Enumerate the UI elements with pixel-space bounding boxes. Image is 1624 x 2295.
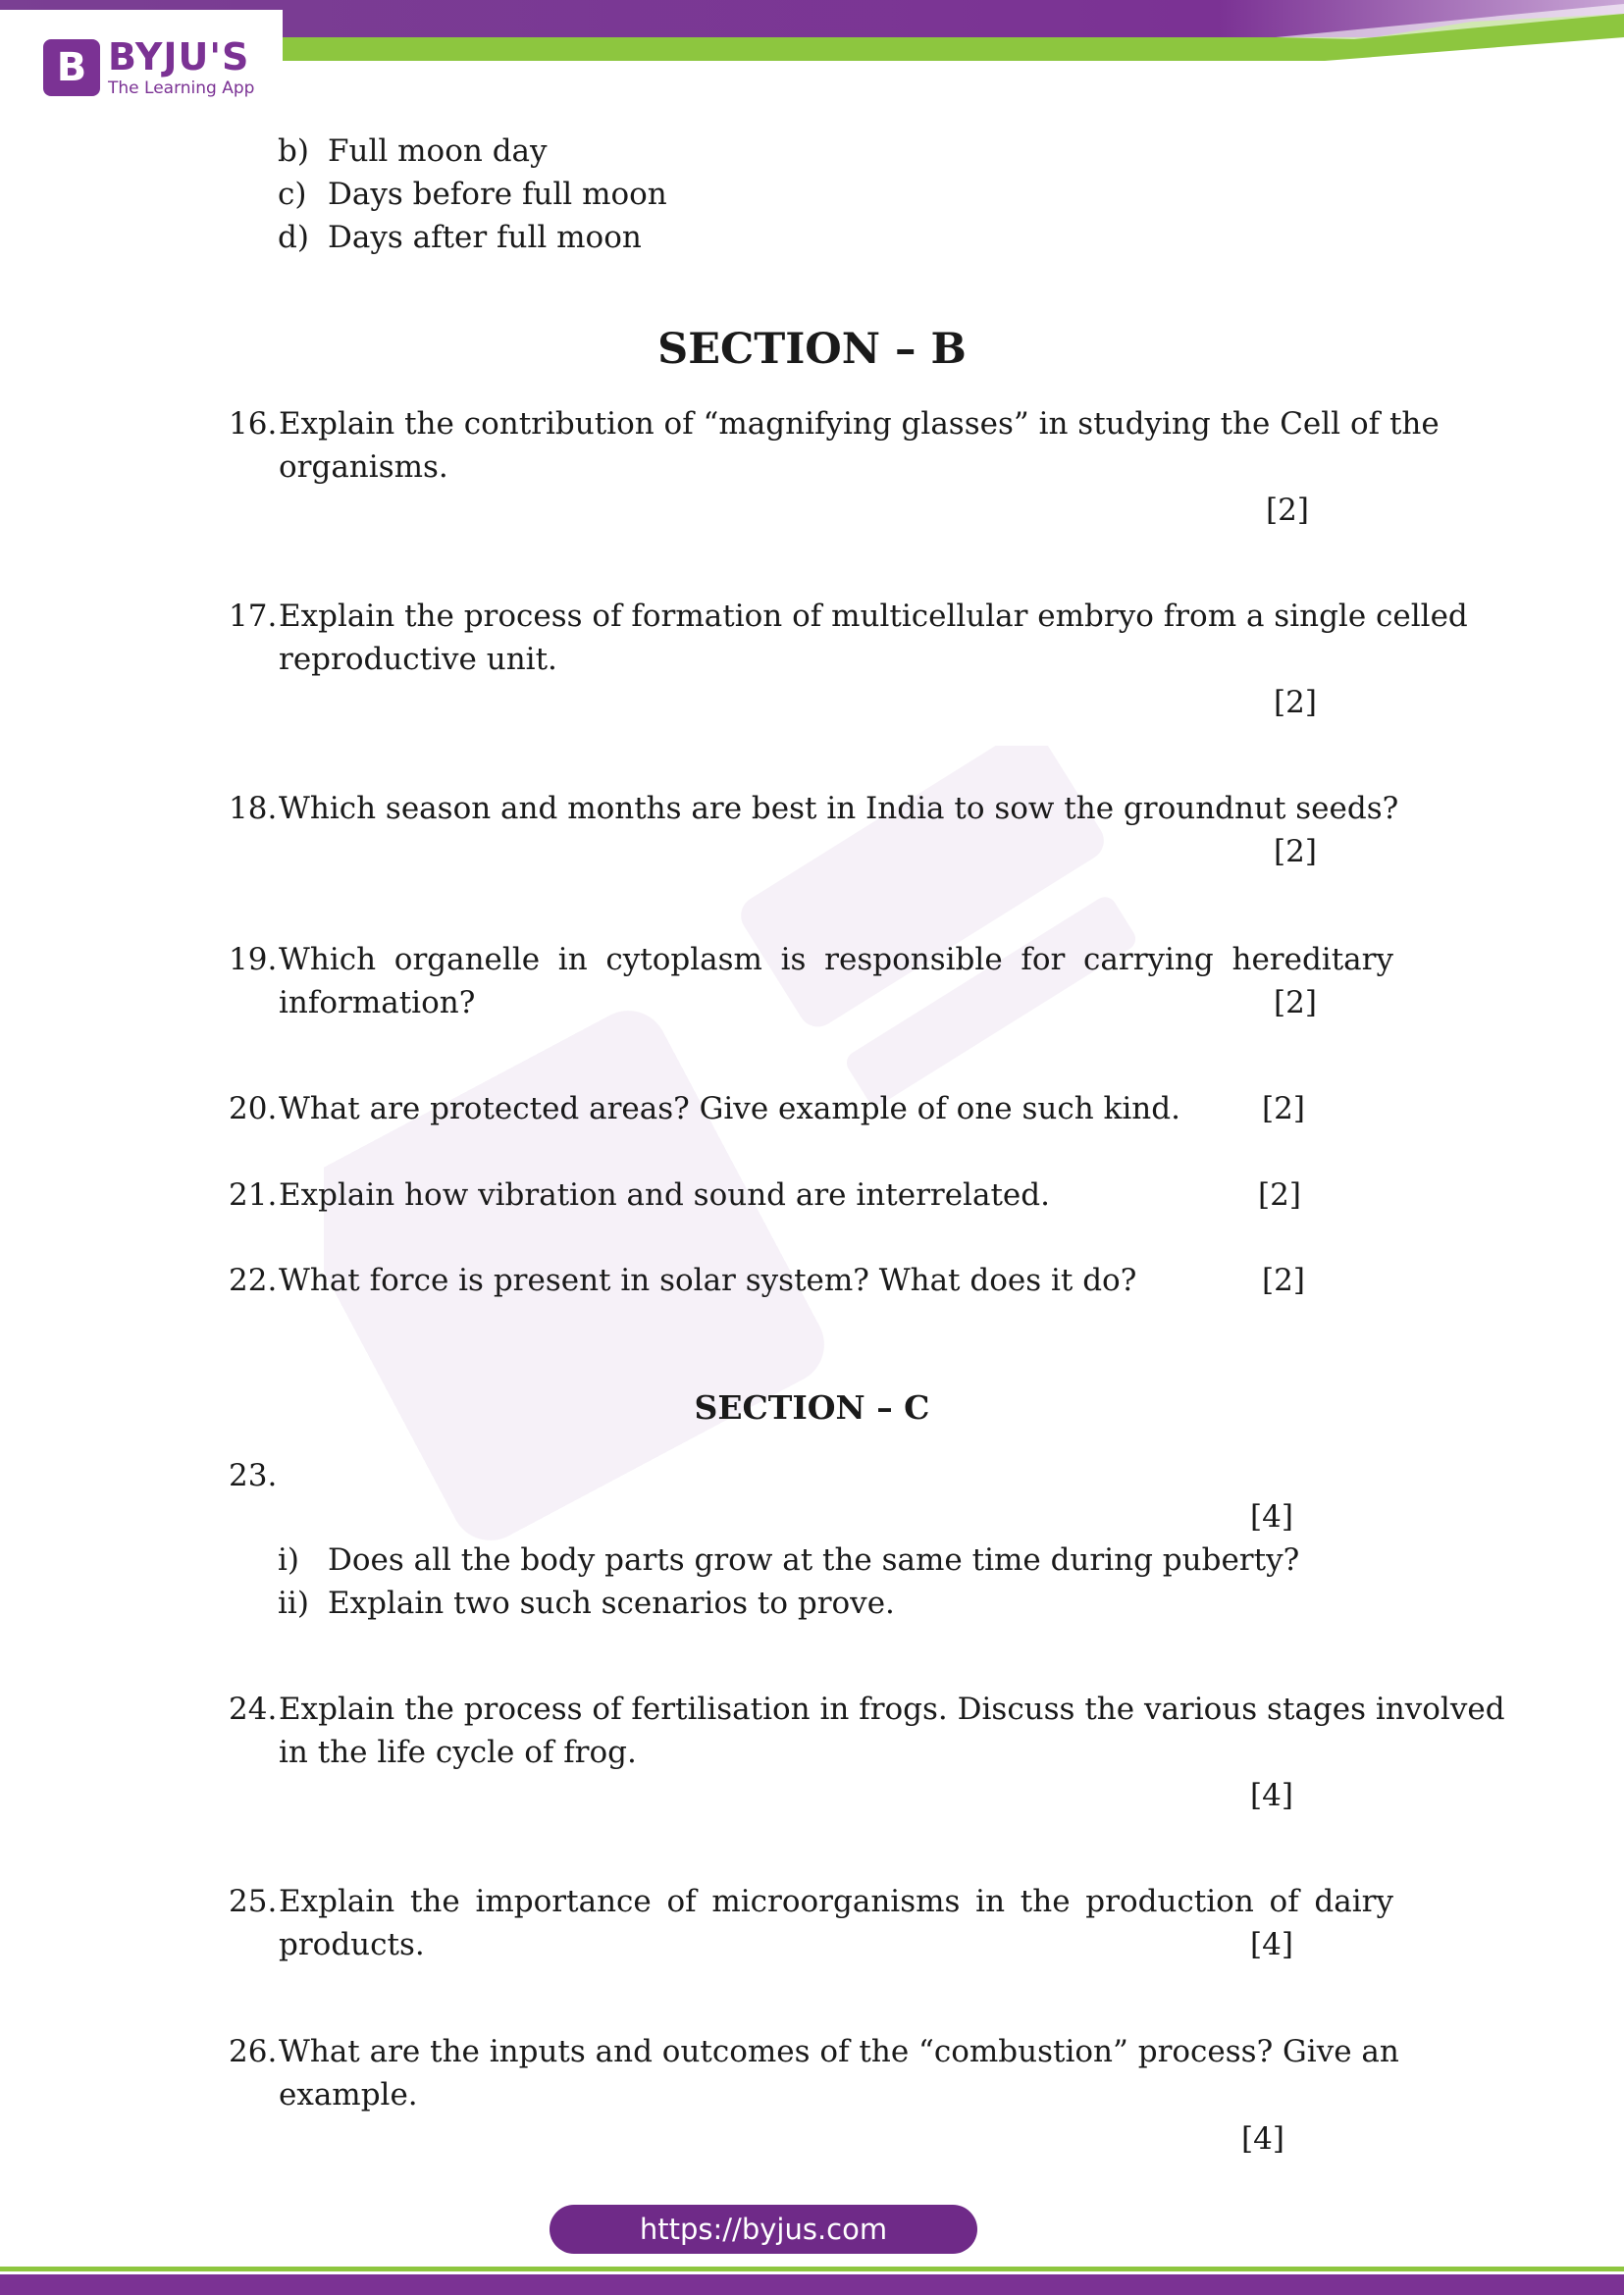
question-text: Which season and months are best in India to sow the groundnut seeds? [279, 791, 1399, 826]
section-b-heading: SECTION – B [657, 325, 967, 374]
subpart-label: i) [278, 1542, 300, 1578]
question-text: Explain the contribution of “magnifying glasses” in studying the Cell of the [279, 406, 1440, 442]
question-marks: [4] [1250, 1778, 1293, 1813]
brand-logo [0, 10, 283, 98]
question-marks: [2] [1274, 985, 1317, 1020]
question-marks: [2] [1262, 1091, 1305, 1126]
question-marks: [2] [1258, 1177, 1301, 1213]
logo-letter: B [56, 45, 87, 90]
question-text: What force is present in solar system? What does it do? [279, 1263, 1137, 1298]
question-marks: [4] [1241, 2121, 1284, 2157]
option-text: Days after full moon [328, 220, 642, 255]
option-text: Days before full moon [328, 177, 667, 212]
question-marks: [2] [1274, 685, 1317, 720]
question-number: 17. [229, 599, 278, 634]
question-text-cont: reproductive unit. [279, 642, 557, 677]
question-marks: [4] [1250, 1499, 1293, 1535]
question-text-cont: in the life cycle of frog. [279, 1735, 637, 1770]
question-text-cont: information? [279, 985, 476, 1020]
question-number: 19. [229, 942, 278, 977]
question-number: 16. [229, 406, 278, 442]
question-text: Explain how vibration and sound are interrelated. [279, 1177, 1050, 1213]
subpart-text: Does all the body parts grow at the same time during puberty? [328, 1542, 1300, 1578]
question-text: Explain the process of fertilisation in frogs. Discuss the various stages involved [279, 1692, 1505, 1727]
subpart-label: ii) [278, 1586, 309, 1621]
question-number: 18. [229, 791, 278, 826]
subpart-text: Explain two such scenarios to prove. [328, 1586, 895, 1621]
brand-tagline: The Learning App [108, 78, 255, 98]
question-text-cont: products. [279, 1927, 425, 1962]
question-number: 23. [229, 1458, 278, 1493]
question-text: Explain the process of formation of multicellular embryo from a single celled [279, 599, 1468, 634]
brand-name: BYJU'S [108, 35, 250, 78]
question-marks: [2] [1274, 834, 1317, 869]
option-label: c) [278, 177, 307, 212]
question-text-cont: example. [279, 2077, 418, 2112]
question-marks: [4] [1250, 1927, 1293, 1962]
question-text: Explain the importance of microorganisms in the production of dairy [279, 1884, 1393, 1919]
question-number: 25. [229, 1884, 278, 1919]
question-text: What are protected areas? Give example of one such kind. [279, 1091, 1180, 1126]
question-text: What are the inputs and outcomes of the “combustion” process? Give an [279, 2034, 1399, 2069]
question-text: Which organelle in cytoplasm is responsible for carrying hereditary [279, 942, 1393, 977]
question-marks: [2] [1266, 493, 1309, 528]
watermark-logo [324, 746, 1305, 1550]
question-number: 26. [229, 2034, 278, 2069]
question-marks: [2] [1262, 1263, 1305, 1298]
question-number: 22. [229, 1263, 278, 1298]
option-text: Full moon day [328, 133, 548, 169]
question-text-cont: organisms. [279, 449, 448, 485]
option-label: b) [278, 133, 309, 169]
website-link[interactable]: https://byjus.com [550, 2205, 977, 2254]
question-number: 20. [229, 1091, 278, 1126]
section-c-heading: SECTION – C [694, 1388, 930, 1427]
footer-band [0, 2267, 1624, 2295]
question-number: 24. [229, 1692, 278, 1727]
question-number: 21. [229, 1177, 278, 1213]
option-label: d) [278, 220, 309, 255]
logo-badge-icon [43, 39, 100, 96]
